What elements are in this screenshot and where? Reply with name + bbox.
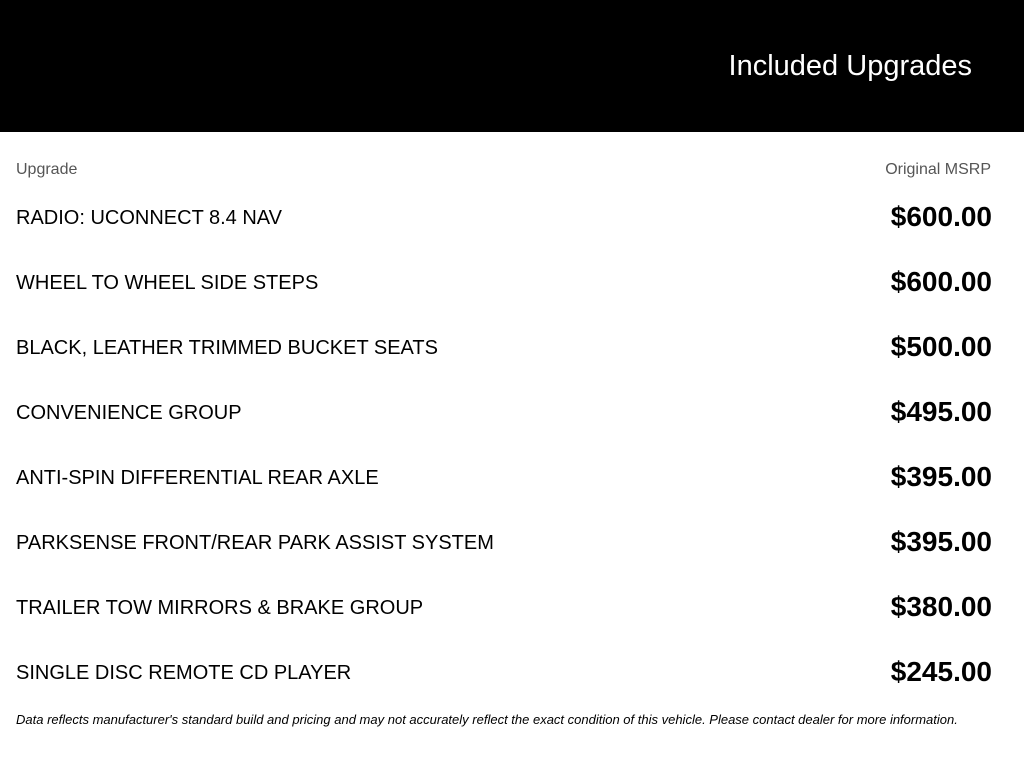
table-header bbox=[16, 160, 992, 180]
upgrade-name: SINGLE DISC REMOTE CD PLAYER bbox=[16, 662, 352, 684]
upgrade-price: $380.00 bbox=[890, 591, 992, 622]
column-header-msrp: Original MSRP bbox=[885, 161, 991, 178]
table-row bbox=[16, 328, 992, 393]
upgrade-name: TRAILER TOW MIRRORS & BRAKE GROUP bbox=[16, 597, 424, 619]
upgrade-name: RADIO: UCONNECT 8.4 NAV bbox=[16, 207, 282, 229]
upgrade-price: $600.00 bbox=[890, 201, 992, 232]
column-header-upgrade: Upgrade bbox=[16, 161, 78, 178]
table-row bbox=[16, 588, 992, 653]
upgrade-name: PARKSENSE FRONT/REAR PARK ASSIST SYSTEM bbox=[16, 532, 494, 554]
upgrade-price: $600.00 bbox=[890, 266, 992, 297]
page-title: Included Upgrades bbox=[728, 50, 972, 82]
upgrade-price: $495.00 bbox=[890, 396, 992, 427]
table-body bbox=[16, 198, 992, 718]
header-bar bbox=[0, 0, 1024, 132]
table-row bbox=[16, 458, 992, 523]
upgrade-name: WHEEL TO WHEEL SIDE STEPS bbox=[16, 272, 319, 294]
table-row bbox=[16, 263, 992, 328]
table-row bbox=[16, 393, 992, 458]
disclaimer-text: Data reflects manufacturer's standard build and pricing and may not accurately reflect the exact condition of this vehicle. Please contact dealer for more information. bbox=[16, 712, 958, 727]
upgrade-name: ANTI-SPIN DIFFERENTIAL REAR AXLE bbox=[16, 467, 379, 489]
upgrade-price: $395.00 bbox=[890, 461, 992, 492]
upgrade-name: BLACK, LEATHER TRIMMED BUCKET SEATS bbox=[16, 337, 438, 359]
table-row bbox=[16, 653, 992, 718]
upgrade-price: $395.00 bbox=[890, 526, 992, 557]
upgrade-price: $500.00 bbox=[890, 331, 992, 362]
table-row bbox=[16, 198, 992, 263]
upgrade-name: CONVENIENCE GROUP bbox=[16, 402, 242, 424]
upgrade-price: $245.00 bbox=[890, 656, 992, 687]
table-row bbox=[16, 523, 992, 588]
